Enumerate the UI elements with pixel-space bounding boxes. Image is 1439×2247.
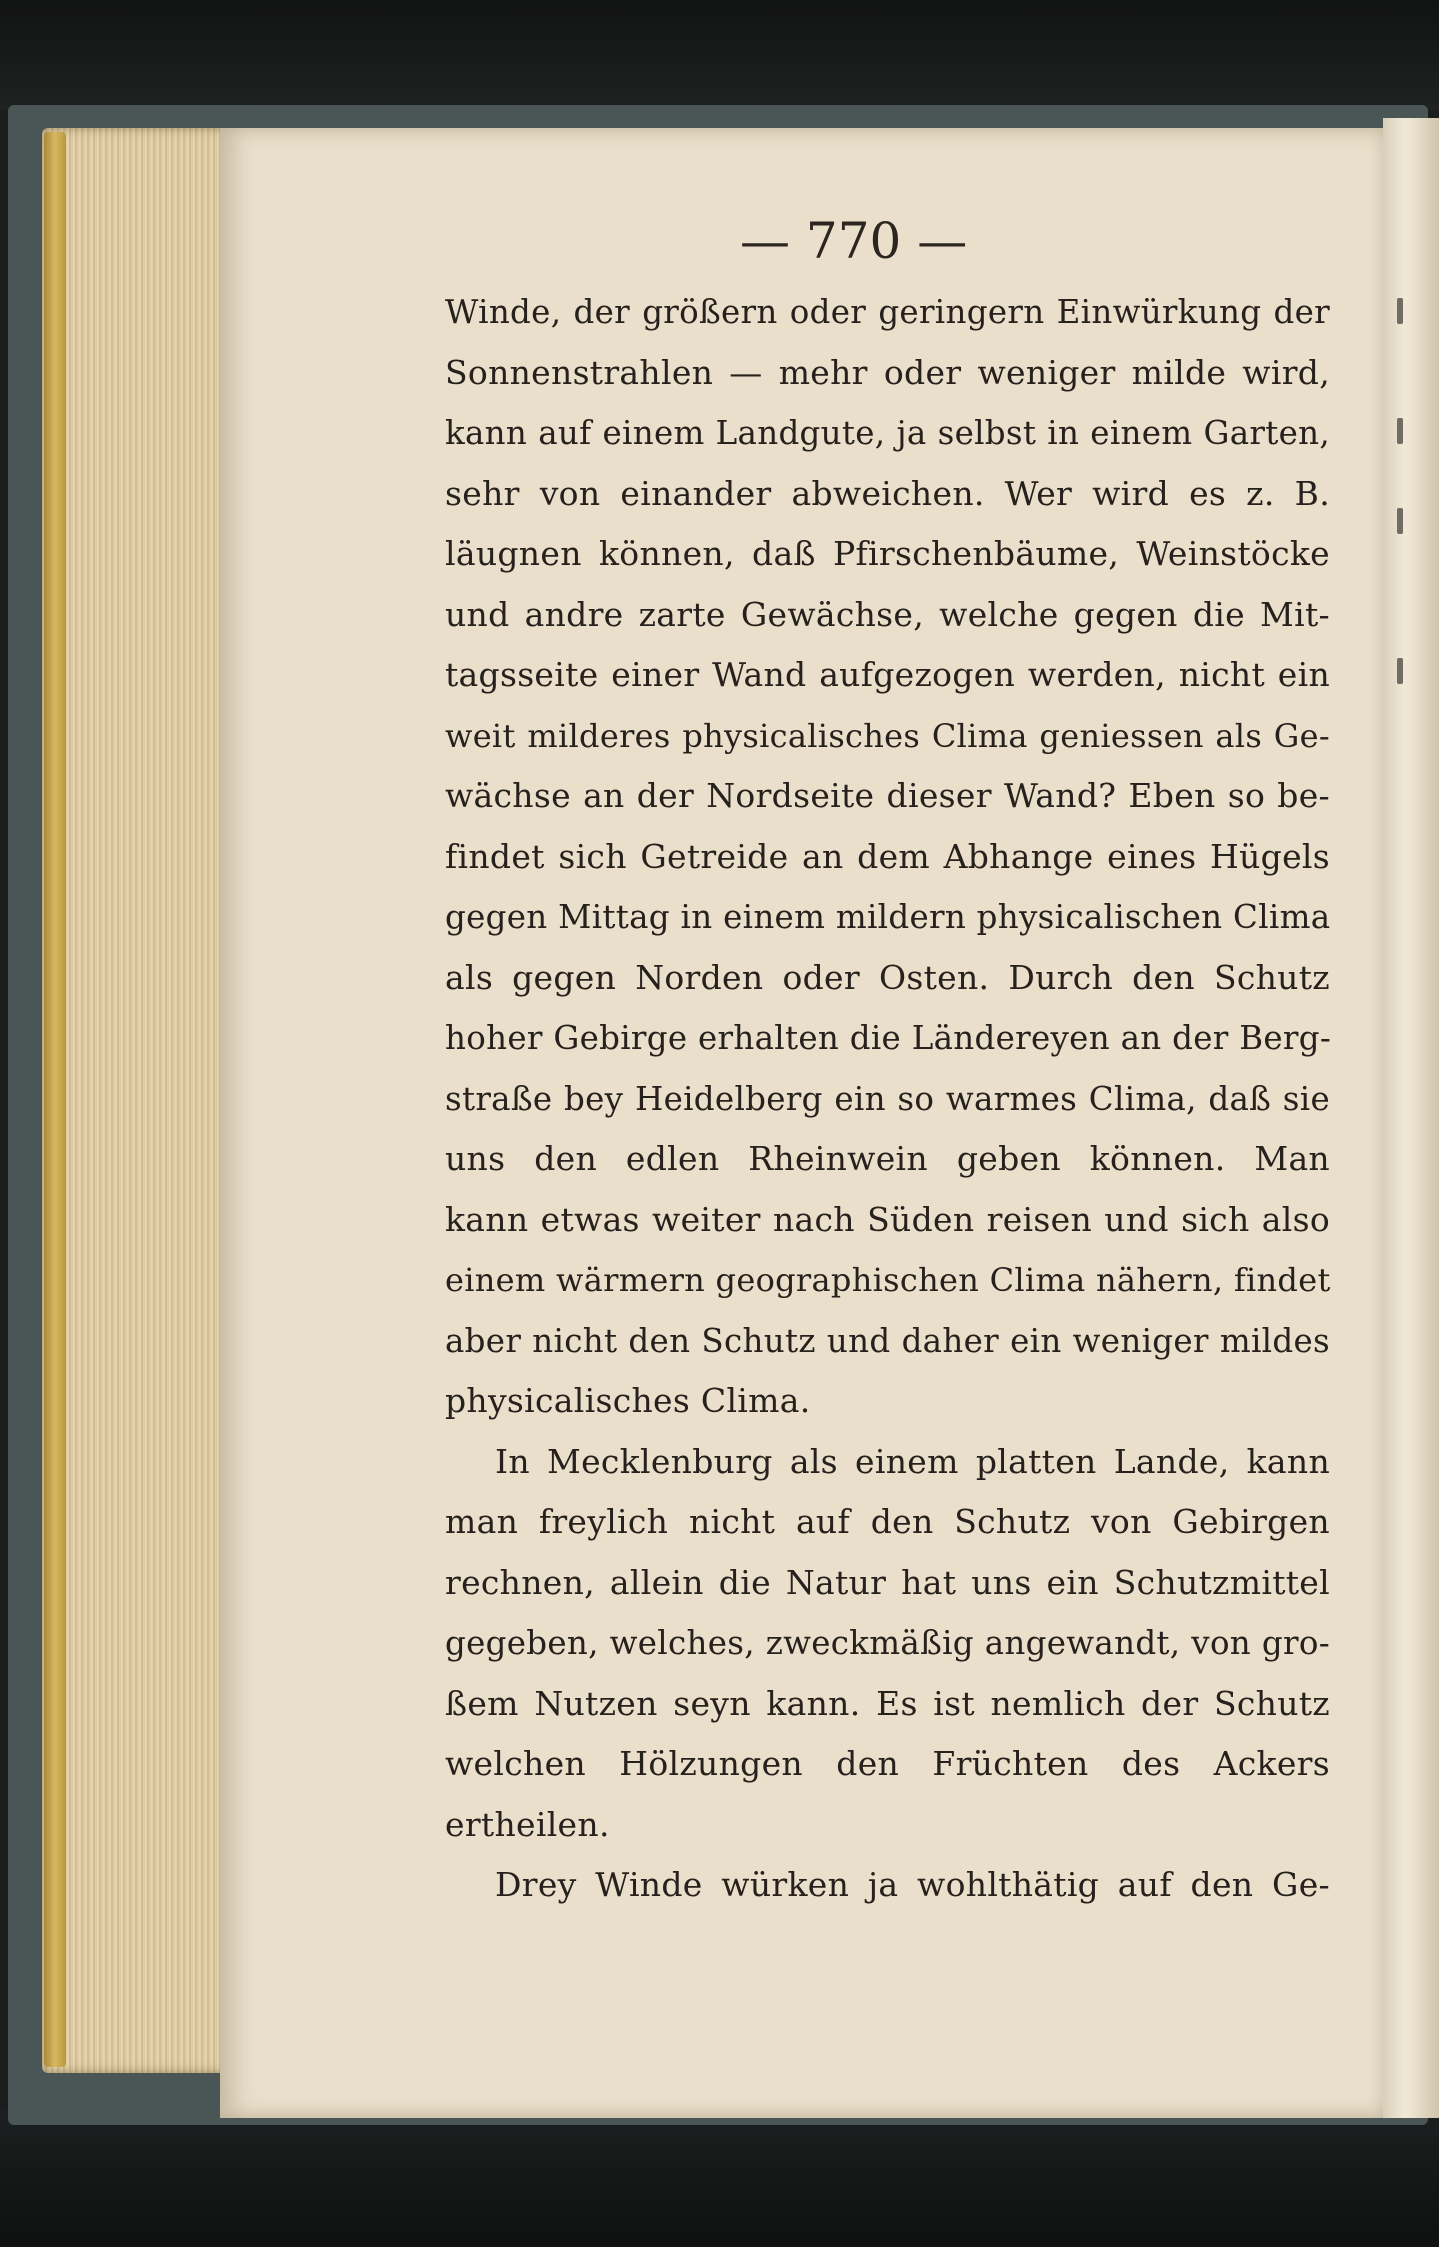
- text-line: aber nicht den Schutz und daher ein weniger mildes: [445, 1321, 1330, 1360]
- facing-page-mark: [1397, 508, 1403, 534]
- text-line: rechnen, allein die Natur hat uns ein Schutzmittel: [445, 1562, 1330, 1602]
- body-text: [445, 282, 1330, 1916]
- text-line: In Mecklenburg als einem platten Lande, kann: [495, 1441, 1330, 1481]
- text-line: ertheilen.: [445, 1804, 610, 1844]
- facing-page-mark: [1397, 298, 1403, 324]
- text-line: als gegen Norden oder Osten. Durch den Schutz: [445, 957, 1330, 997]
- facing-page-mark: [1397, 658, 1403, 684]
- text-line: läugnen können, daß Pfirschenbäume, Weinstöcke: [445, 534, 1330, 573]
- text-line: kann auf einem Landgute, ja selbst in einem Garten,: [445, 414, 1330, 452]
- facing-page-mark: [1397, 418, 1403, 444]
- text-line: sehr von einander abweichen. Wer wird es z. B.: [445, 473, 1330, 513]
- facing-page-edge: [1383, 118, 1439, 2118]
- page-number-header: — 770 —: [740, 212, 968, 270]
- text-line: hoher Gebirge erhalten die Ländereyen an der Berg-: [445, 1019, 1332, 1057]
- text-line: gegeben, welches, zweckmäßig angewandt, von gro-: [445, 1624, 1330, 1662]
- background-bottom: [0, 2110, 1439, 2247]
- text-line: ßem Nutzen seyn kann. Es ist nemlich der Schutz: [445, 1683, 1330, 1723]
- text-line: physicalisches Clima.: [445, 1381, 811, 1420]
- background-top: [0, 0, 1439, 110]
- text-line: welchen Hölzungen den Früchten des Ackers: [445, 1744, 1330, 1783]
- text-line: straße bey Heidelberg ein so warmes Clima, daß sie: [445, 1079, 1330, 1118]
- gilt-edge: [44, 132, 66, 2067]
- text-line: weit milderes physicalisches Clima geniessen als Ge-: [445, 716, 1330, 755]
- text-line: und andre zarte Gewächse, welche gegen die Mit-: [445, 594, 1330, 634]
- text-line: man freylich nicht auf den Schutz von Gebirgen: [445, 1502, 1330, 1541]
- page-edges: [42, 128, 227, 2073]
- text-line: Sonnenstrahlen — mehr oder weniger milde wird,: [445, 352, 1330, 392]
- text-line: findet sich Getreide an dem Abhange eines Hügels: [445, 836, 1330, 876]
- text-line: tagsseite einer Wand aufgezogen werden, nicht ein: [445, 655, 1330, 694]
- text-line: Drey Winde würken ja wohlthätig auf den Ge-: [495, 1865, 1330, 1904]
- text-line: Winde, der größern oder geringern Einwürkung der: [445, 293, 1330, 331]
- text-line: einem wärmern geographischen Clima nähern, findet: [445, 1261, 1331, 1299]
- text-line: gegen Mittag in einem mildern physicalischen Clima: [445, 898, 1331, 936]
- text-line: uns den edlen Rheinwein geben können. Man: [445, 1139, 1330, 1178]
- text-line: wächse an der Nordseite dieser Wand? Eben so be-: [445, 776, 1330, 815]
- text-line: kann etwas weiter nach Süden reisen und sich also: [445, 1199, 1330, 1239]
